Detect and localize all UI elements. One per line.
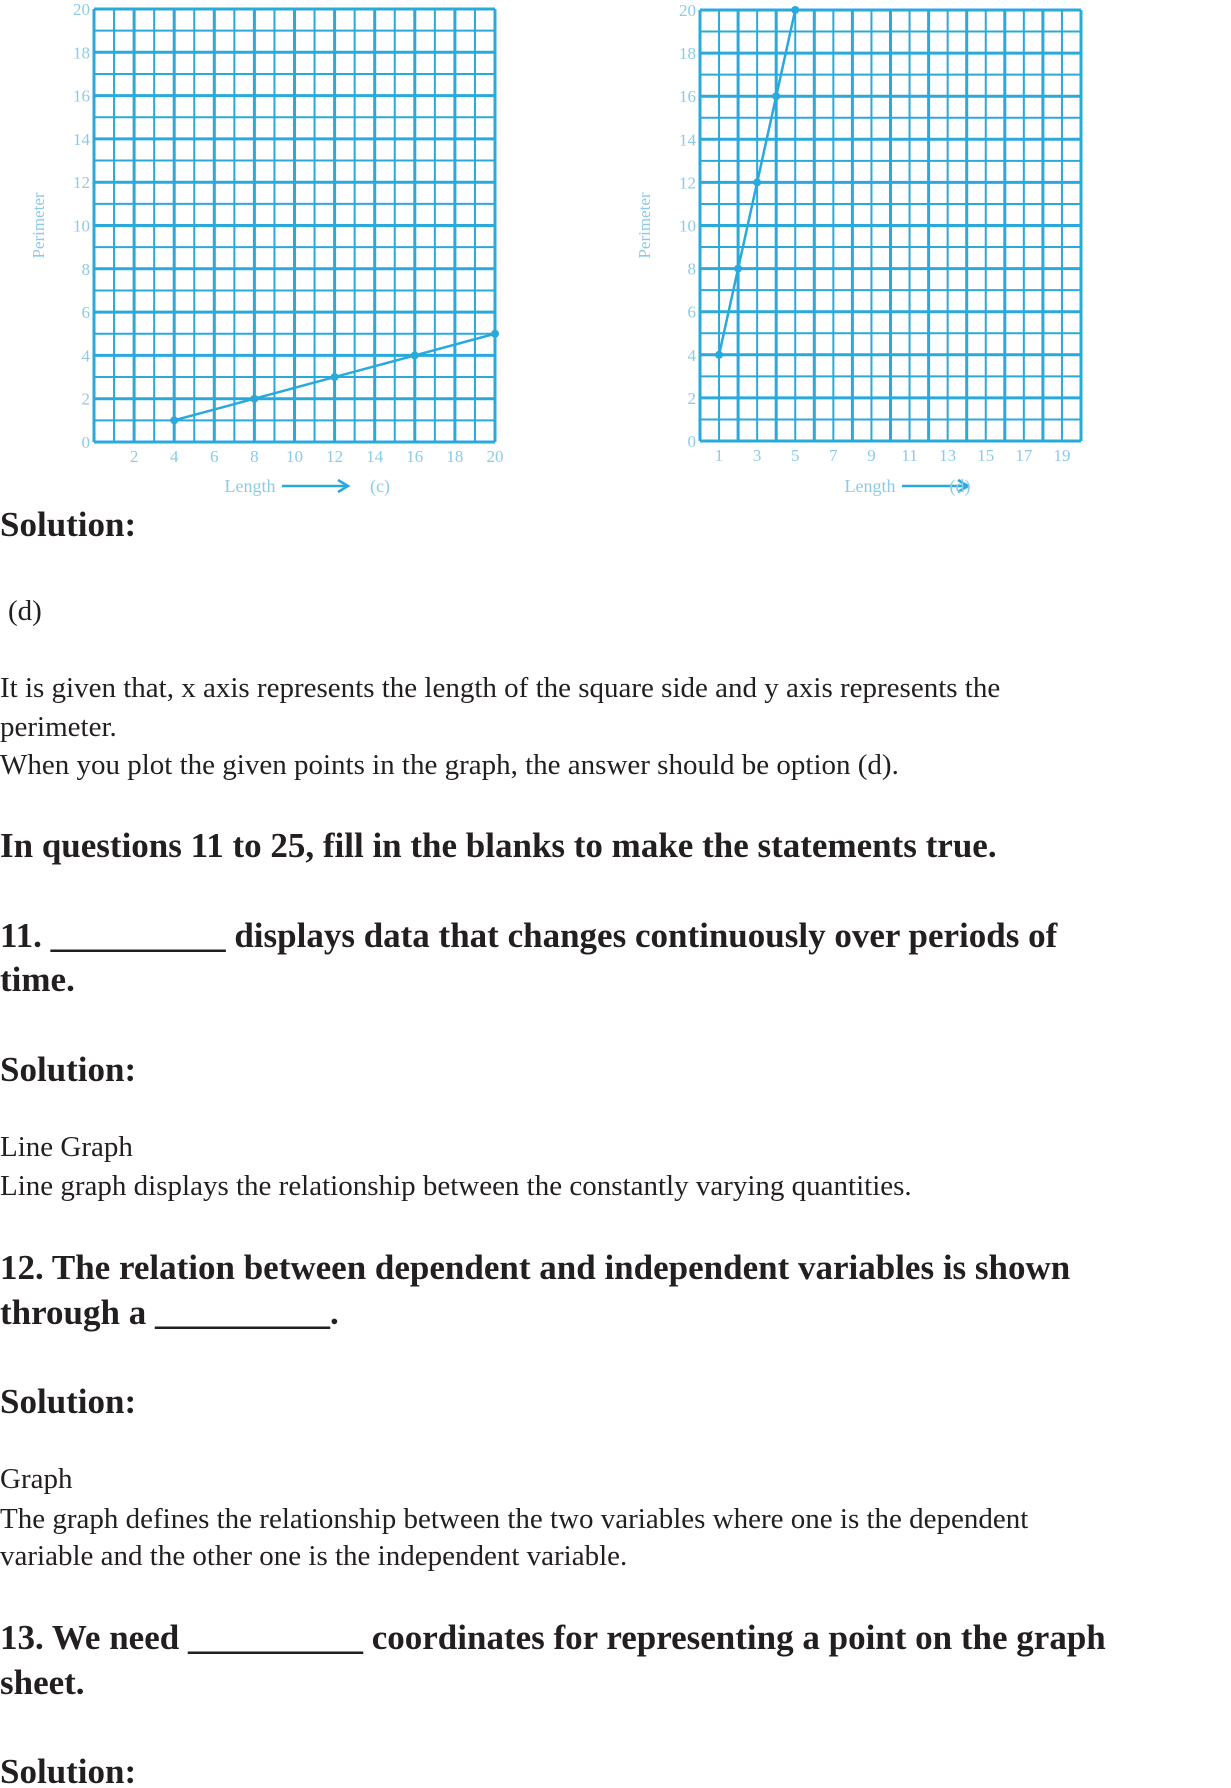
solution-text: variable and the other one is the independent variable.: [0, 1540, 628, 1572]
y-tick-label: 10: [679, 216, 696, 236]
data-point: [491, 330, 499, 338]
y-tick-label: 4: [81, 346, 90, 366]
question-11: 11. __________ displays data that changes continuously over periods of: [0, 916, 1058, 955]
chart-caption: (c): [370, 476, 390, 496]
solution-heading: Solution:: [0, 1050, 137, 1089]
answer: (d): [8, 595, 42, 627]
y-tick-label: 12: [73, 173, 90, 193]
data-point: [791, 6, 799, 14]
x-tick-label: 14: [366, 447, 384, 466]
y-tick-label: 18: [73, 43, 90, 63]
x-tick-label: 12: [326, 447, 344, 466]
y-tick-label: 2: [687, 388, 696, 408]
x-tick-label: 8: [250, 447, 259, 466]
data-point: [753, 178, 761, 186]
solution-heading: Solution:: [0, 505, 137, 544]
solution-text: perimeter.: [0, 711, 117, 743]
chart-caption: (d): [949, 476, 971, 496]
y-tick-label: 12: [679, 173, 696, 193]
solution-text: Line graph displays the relationship between the constantly varying quantities.: [0, 1170, 912, 1202]
solution-heading: Solution:: [0, 1382, 137, 1421]
x-tick-label: 6: [210, 447, 219, 466]
x-tick-label: 15: [977, 446, 995, 465]
x-tick-label: 13: [939, 446, 957, 465]
y-tick-label: 8: [687, 259, 696, 279]
data-point: [170, 416, 178, 424]
y-tick-label: 10: [73, 216, 90, 236]
y-axis-label: Perimeter: [635, 192, 654, 259]
data-point: [715, 351, 723, 359]
x-tick-label: 19: [1053, 446, 1071, 465]
x-tick-label: 18: [446, 447, 464, 466]
answer: Graph: [0, 1463, 73, 1495]
data-point: [734, 265, 742, 273]
question-12: through a __________.: [0, 1293, 339, 1332]
question-11: time.: [0, 960, 75, 999]
data-point: [411, 351, 419, 359]
x-tick-label: 10: [286, 447, 303, 466]
y-tick-label: 18: [679, 44, 696, 64]
x-tick-label: 4: [169, 447, 179, 466]
y-tick-label: 14: [679, 130, 696, 150]
y-tick-label: 0: [81, 433, 90, 452]
question-13: 13. We need __________ coordinates for representing a point on the graph: [0, 1618, 1106, 1657]
data-point: [250, 395, 258, 403]
x-tick-label: 7: [829, 446, 838, 465]
y-tick-label: 4: [687, 345, 696, 365]
x-tick-label: 9: [867, 446, 876, 465]
chart-d: [620, 0, 1231, 510]
solution-text: It is given that, x axis represents the length of the square side and y axis represents the: [0, 672, 1001, 704]
solution-text: When you plot the given points in the graph, the answer should be option (d).: [0, 749, 899, 781]
y-tick-label: 2: [81, 389, 90, 409]
y-tick-label: 6: [81, 303, 90, 323]
data-point: [772, 92, 780, 100]
data-point: [331, 373, 339, 381]
y-tick-label: 6: [687, 302, 696, 322]
x-tick-label: 11: [901, 446, 918, 465]
answer: Line Graph: [0, 1131, 133, 1163]
solution-text: The graph defines the relationship between the two variables where one is the dependent: [0, 1503, 1029, 1535]
x-axis-label: Length: [224, 476, 276, 496]
x-tick-label: 1: [714, 446, 724, 465]
question-13: sheet.: [0, 1663, 85, 1702]
y-tick-label: 14: [73, 129, 90, 149]
x-tick-label: 17: [1015, 446, 1033, 465]
solution-heading: Solution:: [0, 1752, 137, 1788]
y-tick-label: 0: [687, 432, 696, 451]
x-tick-label: 16: [406, 447, 424, 466]
y-tick-label: 16: [73, 86, 90, 106]
x-tick-label: 2: [129, 447, 139, 466]
x-tick-label: 3: [752, 446, 762, 465]
x-tick-label: 20: [486, 447, 504, 466]
x-axis-label: Length: [844, 476, 896, 496]
y-tick-label: 16: [679, 87, 696, 107]
y-tick-label: 20: [679, 1, 696, 20]
question-12: 12. The relation between dependent and independent variables is shown: [0, 1248, 1071, 1287]
x-tick-label: 5: [791, 446, 800, 465]
section-heading: In questions 11 to 25, fill in the blanks to make the statements true.: [0, 826, 997, 865]
y-axis-label: Perimeter: [29, 192, 48, 259]
chart-c: [0, 0, 620, 510]
y-tick-label: 8: [81, 259, 90, 279]
y-tick-label: 20: [73, 0, 90, 19]
